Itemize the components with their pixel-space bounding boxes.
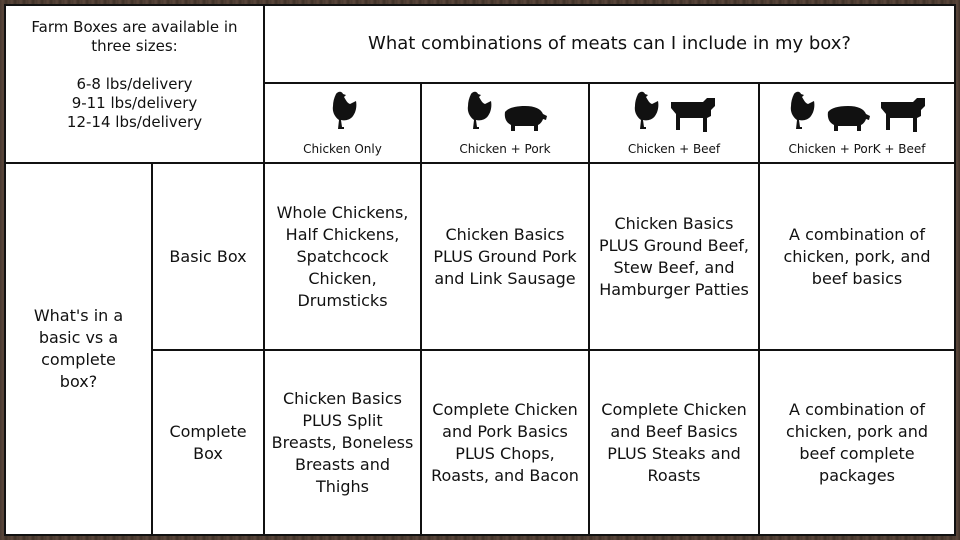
basic-chicken-only: Whole Chickens, Half Chickens, Spatchcock Chicken, Drumsticks bbox=[276, 202, 409, 310]
basic-chicken-pork: Chicken Basics PLUS Ground Pork and Link Sausage bbox=[433, 224, 577, 288]
intro-line-2: three sizes: bbox=[91, 37, 178, 55]
combo-chicken-beef bbox=[590, 84, 758, 162]
intro-line-1: Farm Boxes are available in bbox=[31, 18, 238, 36]
pig-icon bbox=[824, 104, 870, 132]
combo-label: Chicken + Beef bbox=[627, 142, 721, 156]
chicken-icon bbox=[328, 90, 358, 132]
size-option: 9-11 lbs/delivery bbox=[71, 94, 198, 112]
complete-chicken-pork: Complete Chicken and Pork Basics PLUS Chops, Roasts, and Bacon bbox=[431, 399, 579, 485]
chicken-icon bbox=[786, 90, 816, 132]
row-label-basic: Basic Box bbox=[169, 246, 247, 266]
combo-chicken-only bbox=[265, 84, 420, 162]
chicken-icon bbox=[463, 90, 493, 132]
cow-icon bbox=[668, 94, 718, 132]
header-question: What combinations of meats can I include in my box? bbox=[368, 33, 851, 54]
row-label-complete: Complete Box bbox=[169, 421, 247, 463]
size-option: 6-8 lbs/delivery bbox=[76, 75, 193, 93]
combo-label: Chicken + PorK + Beef bbox=[788, 142, 926, 156]
basic-chicken-pork-beef: A combination of chicken, pork, and beef basics bbox=[783, 224, 931, 288]
grid-line bbox=[4, 534, 956, 536]
combo-label: Chicken Only bbox=[303, 142, 382, 156]
farm-box-table bbox=[4, 4, 956, 536]
cow-icon bbox=[878, 94, 928, 132]
chicken-icon bbox=[630, 90, 660, 132]
box-sizes-info bbox=[6, 6, 263, 162]
pig-icon bbox=[501, 104, 547, 132]
row-group-label: What's in a basic vs a complete box? bbox=[33, 306, 124, 391]
basic-chicken-beef: Chicken Basics PLUS Ground Beef, Stew Beef, and Hamburger Patties bbox=[598, 213, 750, 299]
combo-chicken-pork bbox=[422, 84, 588, 162]
grid-line bbox=[954, 4, 956, 536]
combo-label: Chicken + Pork bbox=[459, 142, 551, 156]
complete-chicken-pork-beef: A combination of chicken, pork and beef complete packages bbox=[785, 399, 928, 485]
combo-chicken-pork-beef bbox=[760, 84, 954, 162]
size-option: 12-14 lbs/delivery bbox=[66, 113, 203, 131]
complete-chicken-only: Chicken Basics PLUS Split Breasts, Boneless Breasts and Thighs bbox=[271, 388, 414, 496]
complete-chicken-beef: Complete Chicken and Beef Basics PLUS Steaks and Roasts bbox=[601, 399, 747, 485]
